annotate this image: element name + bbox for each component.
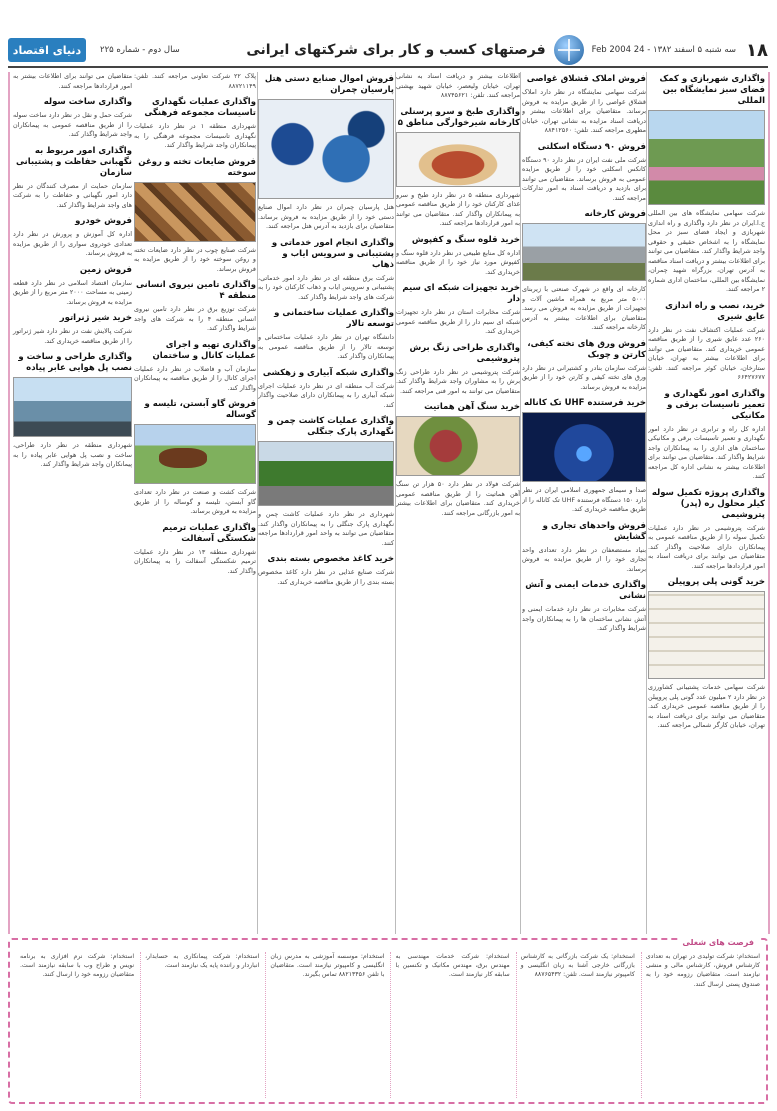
sacks-photo: [648, 591, 765, 679]
article[interactable]: [648, 488, 765, 572]
article-body: شرکت آب منطقه ای در نظر دارد عملیات اجرای شبکه آبیاری را به پیمانکاران دارای صلاحیت واگذار کند.: [258, 381, 394, 409]
column-1: [648, 72, 770, 934]
article-body: شرکت ملی نفت ایران در نظر دارد ۹۰ دستگاه کانکس اسکلتی خود را از طریق مزایده عمومی به فروش برساند. متقاضیان می توانند برای بازدید و دریافت اسناد به امور تدارکات مراجعه کنند.: [522, 155, 646, 202]
article-title[interactable]: واگذاری تامین نیروی انسانی منطقه ۴: [135, 280, 256, 301]
article-title[interactable]: فروش اموال صنایع دستی هتل پارسیان چمران: [264, 74, 394, 95]
food-photo: [396, 132, 520, 187]
article-body: متقاضیان می توانند برای اطلاعات بیشتر به امور قراردادها مراجعه کنند.: [13, 72, 132, 90]
article[interactable]: [396, 107, 520, 229]
column-divider: [646, 72, 647, 934]
section-title: فرصتهای کسب و کار برای شرکتهای ایرانی: [246, 42, 546, 58]
article[interactable]: [134, 399, 256, 517]
article-body: شرکت صنایع غذایی در نظر دارد کاغذ مخصوص بسته بندی را از طریق مناقصه خریداری کند.: [258, 568, 394, 586]
article[interactable]: [258, 416, 394, 548]
article-body: سازمان حمایت از مصرف کنندگان در نظر دارد امور نگهبانی و حفاظت را به شرکت های واجد شرایط واگذار کند.: [13, 181, 132, 209]
article-title[interactable]: واگذاری طبخ و سرو پرسنلی کارخانه شیرخوارگی مناطق ۵: [397, 106, 520, 128]
article[interactable]: [522, 398, 646, 515]
article-title[interactable]: خرید شیر ژنراتور: [59, 313, 132, 323]
article[interactable]: [134, 97, 256, 151]
article-body: صدا و سیمای جمهوری اسلامی ایران در نظر دارد ۱۵۰ دستگاه فرستنده UHF تک کاناله را از طریق مناقصه خریداری کند.: [522, 486, 646, 513]
article[interactable]: [648, 301, 765, 383]
column-6: [8, 72, 132, 934]
article-body: شهرداری منطقه ۱ در نظر دارد عملیات نگهداری تاسیسات مجموعه فرهنگی را به پیمانکاران واجد شرایط واگذار کند.: [134, 122, 256, 149]
article-body: اطلاعات بیشتر و دریافت اسناد به نشانی تهران، خیابان ولیعصر، خیابان شهید بهشتی مراجعه کنند. تلفن: ۸۸۷۴۵۶۲۱: [396, 72, 520, 99]
issue-number: سال دوم - شماره ۲۲۵: [100, 45, 180, 55]
article-title[interactable]: واگذاری خدمات ایمنی و آتش نشانی: [525, 580, 646, 601]
article[interactable]: [258, 554, 394, 587]
article-body: دانشگاه تهران در نظر دارد عملیات ساختمانی و توسعه تالار را از طریق مناقصه عمومی به پیمانکاران واگذار کند.: [258, 333, 394, 360]
article-body: سازمان آب و فاضلاب در نظر دارد عملیات اجرای کانال را از طریق مناقصه به پیمانکاران واگذار کند.: [134, 364, 256, 392]
cows-photo: [134, 424, 256, 484]
article-title[interactable]: فروش واحدهای تجاری و گشایش: [542, 520, 646, 542]
article-body: شرکت پالایش نفت در نظر دارد شیر ژنراتور را از طریق مناقصه خریداری کند.: [13, 327, 132, 345]
article[interactable]: [648, 74, 765, 295]
article[interactable]: [13, 72, 132, 91]
park-photo: [648, 110, 765, 205]
article-body: شهرداری منطقه ۵ در نظر دارد طبخ و سرو غذای کارکنان خود را از طریق مناقصه عمومی به پیمانکاران واگذار کند. متقاضیان می توانند به امور قراردادها مراجعه کنند.: [396, 190, 520, 227]
article[interactable]: [258, 74, 394, 232]
article[interactable]: [258, 238, 394, 303]
wood-photo: [134, 182, 256, 242]
article[interactable]: [396, 72, 520, 101]
article[interactable]: [13, 265, 132, 308]
column-2: [522, 72, 646, 934]
article-title[interactable]: واگذاری انجام امور خدماتی و پشتیبانی و سرویس ایاب و ذهاب: [271, 237, 394, 270]
article[interactable]: [258, 368, 394, 411]
classifieds-heading: فرصت های شغلی: [678, 938, 758, 947]
classified-ad: استخدام: شرکت خدمات مهندسی به مهندس برق، مهندس مکانیک و تکنسین با سابقه کار نیازمند است.: [390, 952, 509, 1098]
article[interactable]: [522, 74, 646, 136]
article-body: شهرداری در نظر دارد عملیات کاشت چمن و نگهداری پارک جنگلی را به پیمانکاران واگذار کند. متقاضیان می توانند به واحد امور قراردادها مراجعه کنند.: [258, 510, 394, 547]
article[interactable]: [13, 146, 132, 211]
article-title[interactable]: فروش ورق های تخته کیفی، کارتن و چوبک: [527, 338, 646, 360]
article[interactable]: [522, 209, 646, 333]
page-number: ۱۸: [746, 39, 768, 61]
article-title[interactable]: خرید، نصب و راه اندازی عایق شیری: [665, 300, 765, 322]
article-body: سازمان اقتصاد اسلامی در نظر دارد قطعه زمینی به مساحت ۲۰۰۰ متر مربع را از طریق مزایده به فروش برساند.: [13, 278, 132, 306]
article-body: شرکت کشت و صنعت در نظر دارد تعدادی گاو آبستن، تلیسه و گوساله را از طریق مزایده به فروش برساند.: [134, 488, 256, 515]
article-body: شهرداری منطقه ۱۳ در نظر دارد عملیات ترمیم شکستگی آسفالت را به پیمانکاران واگذار کند.: [134, 547, 256, 575]
page-header: [8, 34, 768, 68]
article-title[interactable]: خرید فرستنده UHF تک کاناله: [523, 398, 646, 408]
article-title[interactable]: فروش ۹۰ دستگاه اسکلتی: [537, 141, 646, 152]
newspaper-logo[interactable]: دنیای اقتصاد: [8, 38, 86, 62]
article-body: شرکت برق منطقه ای در نظر دارد امور خدماتی، پشتیبانی و سرویس ایاب و ذهاب کارکنان خود را به شرکت های واجد شرایط واگذار کند.: [258, 273, 394, 301]
article[interactable]: [134, 280, 256, 334]
article-body: شرکت فولاد در نظر دارد ۵۰ هزار تن سنگ آهن هماتیت را از طریق مناقصه عمومی خریداری کند. متقاضیان برای اطلاعات بیشتر به امور بازرگانی مراجعه کنند.: [396, 480, 520, 517]
article[interactable]: [648, 389, 765, 482]
article-title[interactable]: واگذاری ساخت سوله: [43, 97, 132, 107]
plates-photo: [258, 99, 394, 199]
article[interactable]: [134, 523, 256, 577]
article-body: شرکت پتروشیمی در نظر دارد عملیات تکمیل سوله را از طریق مناقصه عمومی به پیمانکاران دارای صلاحیت واگذار کند. متقاضیان می توانند برای دریافت اسناد به امور قراردادها مراجعه کنند.: [648, 523, 765, 570]
column-3: [396, 72, 520, 934]
article-body: شرکت صنایع چوب در نظر دارد ضایعات تخته و روغن سوخته خود را از طریق مزایده به فروش برساند.: [134, 245, 256, 273]
road-photo: [258, 441, 394, 506]
column-divider: [520, 72, 521, 934]
classified-ad: استخدام: یک شرکت بازرگانی به کارشناس بازرگانی خارجی آشنا به زبان انگلیسی و کامپیوتر نیازمند است. تلفن: ۸۸۷۶۵۴۳۲: [516, 952, 635, 1098]
article-body: شرکت سهامی نمایشگاه در نظر دارد املاک قشلاق غواصی را از طریق مزایده به فروش برساند. متقاضیان برای اطلاعات بیشتر و دریافت اسناد مزایده به نشانی تهران، خیابان مطهری مراجعه کنند. تلفن: ۸۸۴۱۲۵۶۰: [522, 88, 646, 134]
article[interactable]: [522, 142, 646, 204]
article[interactable]: [396, 343, 520, 397]
article-title[interactable]: خرید قلوه سنگ و کفپوش: [411, 234, 520, 245]
article-title[interactable]: واگذاری امور مربوط به نگهبانی حفاظت و پشتیبانی سازمان: [15, 145, 132, 178]
article-title[interactable]: واگذاری امور نگهداری و تعمیر تاسیسات برقی و مکانیکی: [664, 388, 765, 421]
article-body: پلاک ۲۲ شرکت تعاونی مراجعه کنند. تلفن: ۸۸۷۲۱۱۴۹: [134, 72, 256, 90]
article-title[interactable]: واگذاری عملیات ترمیم شکستگی آسفالت: [162, 522, 256, 544]
article[interactable]: [522, 521, 646, 575]
classified-ad: استخدام: شرکت پیمانکاری به حسابدار، انباردار و راننده پایه یک نیازمند است.: [140, 952, 259, 1098]
article[interactable]: [522, 580, 646, 634]
article[interactable]: [396, 283, 520, 337]
article-body: شرکت حمل و نقل در نظر دارد ساخت سوله را از طریق مناقصه عمومی به پیمانکاران واجد شرایط واگذار کند.: [13, 111, 132, 138]
article-title[interactable]: فروش ضایعات تخته و روغن سوخته: [138, 156, 256, 178]
article-body: شرکت سازمان بنادر و کشتیرانی در نظر دارد ورق های تخته کیفی و کارتن خود را از طریق مزایده به فروش برساند.: [522, 363, 646, 391]
article-title[interactable]: فروش زمین: [79, 264, 132, 275]
article-body: اداره کل راه و ترابری در نظر دارد امور نگهداری و تعمیر تاسیسات برقی و مکانیکی ساختمان های اداری را به پیمانکاران واجد شرایط واگذار کند. متقاضیان می توانند برای اطلاعات بیشتر به نشانی اداره کل مراجعه کنند.: [648, 424, 765, 480]
column-4: [258, 72, 394, 934]
article-body: شرکت سهامی خدمات پشتیبانی کشاورزی در نظر دارد ۲ میلیون عدد گونی پلی پروپیلن را از طریق مناقصه عمومی خریداری کند. متقاضیان می توانند برای دریافت اسناد به تهران، خیابان کارگر شمالی مراجعه کنند.: [648, 683, 765, 729]
article-title[interactable]: فروش گاو آبستن، تلیسه و گوساله: [144, 399, 256, 420]
article-body: شرکت مخابرات در نظر دارد خدمات ایمنی و آتش نشانی ساختمان ها را به پیمانکاران واجد شرایط واگذار کند.: [522, 605, 646, 632]
article-body: اداره کل آموزش و پرورش در نظر دارد تعدادی خودروی سواری را از طریق مزایده به فروش برساند.: [13, 230, 132, 257]
antenna-photo: [522, 412, 646, 482]
article-body: شرکت سهامی نمایشگاه های بین المللی ج.ا.ایران در نظر دارد واگذاری و راه اندازی شهربازی و ایجاد فضای سبز در محل نمایشگاه را به اشخاص حقیقی و حقوقی واجد شرایط واگذار کند. متقاضیان می توانند برای اطلاعات بیشتر و دریافت اسناد مناقصه به آدرس تهران، بزرگراه شهید چمران، نمایشگاه بین المللی، ساختمان اداری شماره ۲ مراجعه کنند.: [648, 209, 765, 293]
article-body: شرکت پتروشیمی در نظر دارد طراحی زنگ برش را به مشاوران واجد شرایط واگذار کند. متقاضیان می توانند به امور فنی مراجعه کنند.: [396, 367, 520, 395]
article-title[interactable]: واگذاری عملیات نگهداری تاسیسات مجموعه فرهنگی: [144, 97, 256, 118]
article-title[interactable]: خرید گونی پلی پروپیلن: [667, 577, 765, 587]
classified-ad: استخدام: موسسه آموزشی به مدرس زبان انگلیسی و کامپیوتر نیازمند است. متقاضیان با تلفن ۸۸۲۱۳۴۵۶ تماس بگیرند.: [265, 952, 384, 1098]
column-divider: [395, 72, 396, 934]
article-body: شهرداری منطقه در نظر دارد طراحی، ساخت و نصب پل هوایی عابر پیاده را به پیمانکاران واجد شرایط واگذار کند.: [13, 441, 132, 468]
article[interactable]: [13, 313, 132, 346]
article[interactable]: [134, 157, 256, 275]
article[interactable]: [396, 235, 520, 278]
column-divider: [257, 72, 258, 934]
classified-ad: استخدام: شرکت تولیدی در تهران به تعدادی کارشناس فروش، کارشناس مالی و منشی نیازمند است. متقاضیان رزومه خود را به صندوق پستی ارسال کنند.: [641, 952, 760, 1098]
article-body: شرکت توزیع برق در نظر دارد تامین نیروی انسانی منطقه ۴ را به شرکت های واجد شرایط واگذار کند.: [134, 305, 256, 332]
building-photo: [13, 377, 132, 437]
factory-photo: [522, 223, 646, 281]
classified-ad: استخدام: شرکت نرم افزاری به برنامه نویس و طراح وب با سابقه نیازمند است. متقاضیان رزومه خود را ارسال کنند.: [19, 953, 135, 979]
article-title[interactable]: واگذاری طراحی و ساخت و نصب پل هوایی عابر پیاده: [18, 352, 132, 373]
article-body: اداره کل منابع طبیعی در نظر دارد قلوه سنگ و کفپوش مورد نیاز خود را از طریق مناقصه خریداری کند.: [396, 248, 520, 276]
article-title[interactable]: فروش کارخانه: [584, 209, 646, 219]
globe-icon: [554, 35, 584, 65]
article-title[interactable]: خرید سنگ آهن هماتیت: [424, 402, 520, 412]
article[interactable]: [13, 216, 132, 259]
article[interactable]: [134, 340, 256, 394]
article-title[interactable]: خرید کاغذ مخصوص بسته بندی: [267, 554, 394, 564]
article[interactable]: [522, 339, 646, 393]
salad-photo: [396, 416, 520, 476]
article[interactable]: [134, 72, 256, 91]
article[interactable]: [13, 352, 132, 470]
article-body: شرکت مخابرات استان در نظر دارد تجهیزات شبکه ای سیم دار را از طریق مناقصه عمومی خریداری کند.: [396, 308, 520, 335]
article-title[interactable]: فروش خودرو: [75, 216, 132, 226]
article[interactable]: [396, 402, 520, 518]
article-body: بنیاد مستضعفان در نظر دارد تعدادی واحد تجاری خود را از طریق مزایده به فروش برساند.: [522, 545, 646, 573]
article-title[interactable]: فروش املاک قشلاق غواصی: [526, 74, 646, 84]
article-title[interactable]: واگذاری عملیات کاشت چمن و نگهداری پارک جنگلی: [268, 416, 394, 437]
article[interactable]: [258, 308, 394, 362]
article-title[interactable]: واگذاری عملیات ساختمانی و توسعه تالار: [274, 308, 394, 329]
article-title[interactable]: خرید تجهیزات شبکه ای سیم دار: [402, 283, 520, 304]
article-body: کارخانه ای واقع در شهرک صنعتی با زیربنای ۵۰۰۰ متر مربع به همراه ماشین آلات و تجهیزات از طریق مزایده به فروش می رسد. متقاضیان برای اطلاعات بیشتر به آدرس کارخانه مراجعه کنند.: [522, 285, 646, 331]
article-body: شرکت عملیات اکتشاف نفت در نظر دارد ۲۶۰ عدد عایق شیری را از طریق مناقصه عمومی خریداری کند. متقاضیان می توانند برای اطلاعات بیشتر به تهران، خیابان ستارخان، خیابان کوثر مراجعه کنند. تلفن: ۶۶۴۲۷۶۷۷: [648, 325, 765, 381]
article-body: هتل پارسیان چمران در نظر دارد اموال صنایع دستی خود را از طریق مزایده به فروش برساند. متقاضیان برای بازدید به آدرس هتل مراجعه کنند.: [258, 203, 394, 230]
column-5: [134, 72, 256, 934]
classifieds-columns: [16, 952, 760, 1098]
article[interactable]: [13, 97, 132, 140]
article-title[interactable]: واگذاری تهیه و اجرای عملیات کانال و ساختمان: [152, 339, 256, 361]
article-title[interactable]: واگذاری شبکه آبیاری و زهکشی: [262, 367, 394, 378]
article-title[interactable]: واگذاری طراحی زنگ برش پتروشیمی: [409, 342, 520, 364]
article-title[interactable]: واگذاری شهربازی و کمک فضای سبز نمایشگاه بین المللی: [659, 74, 765, 106]
classifieds-box: [8, 938, 768, 1104]
article-title[interactable]: واگذاری پروژه تکمیل سوله کیلر محلول ره (پدر) پتروشیمی: [651, 487, 765, 520]
article[interactable]: [648, 577, 765, 731]
issue-date: سه شنبه ۵ اسفند ۱۳۸۲ - 24 Feb 2004: [591, 45, 737, 55]
